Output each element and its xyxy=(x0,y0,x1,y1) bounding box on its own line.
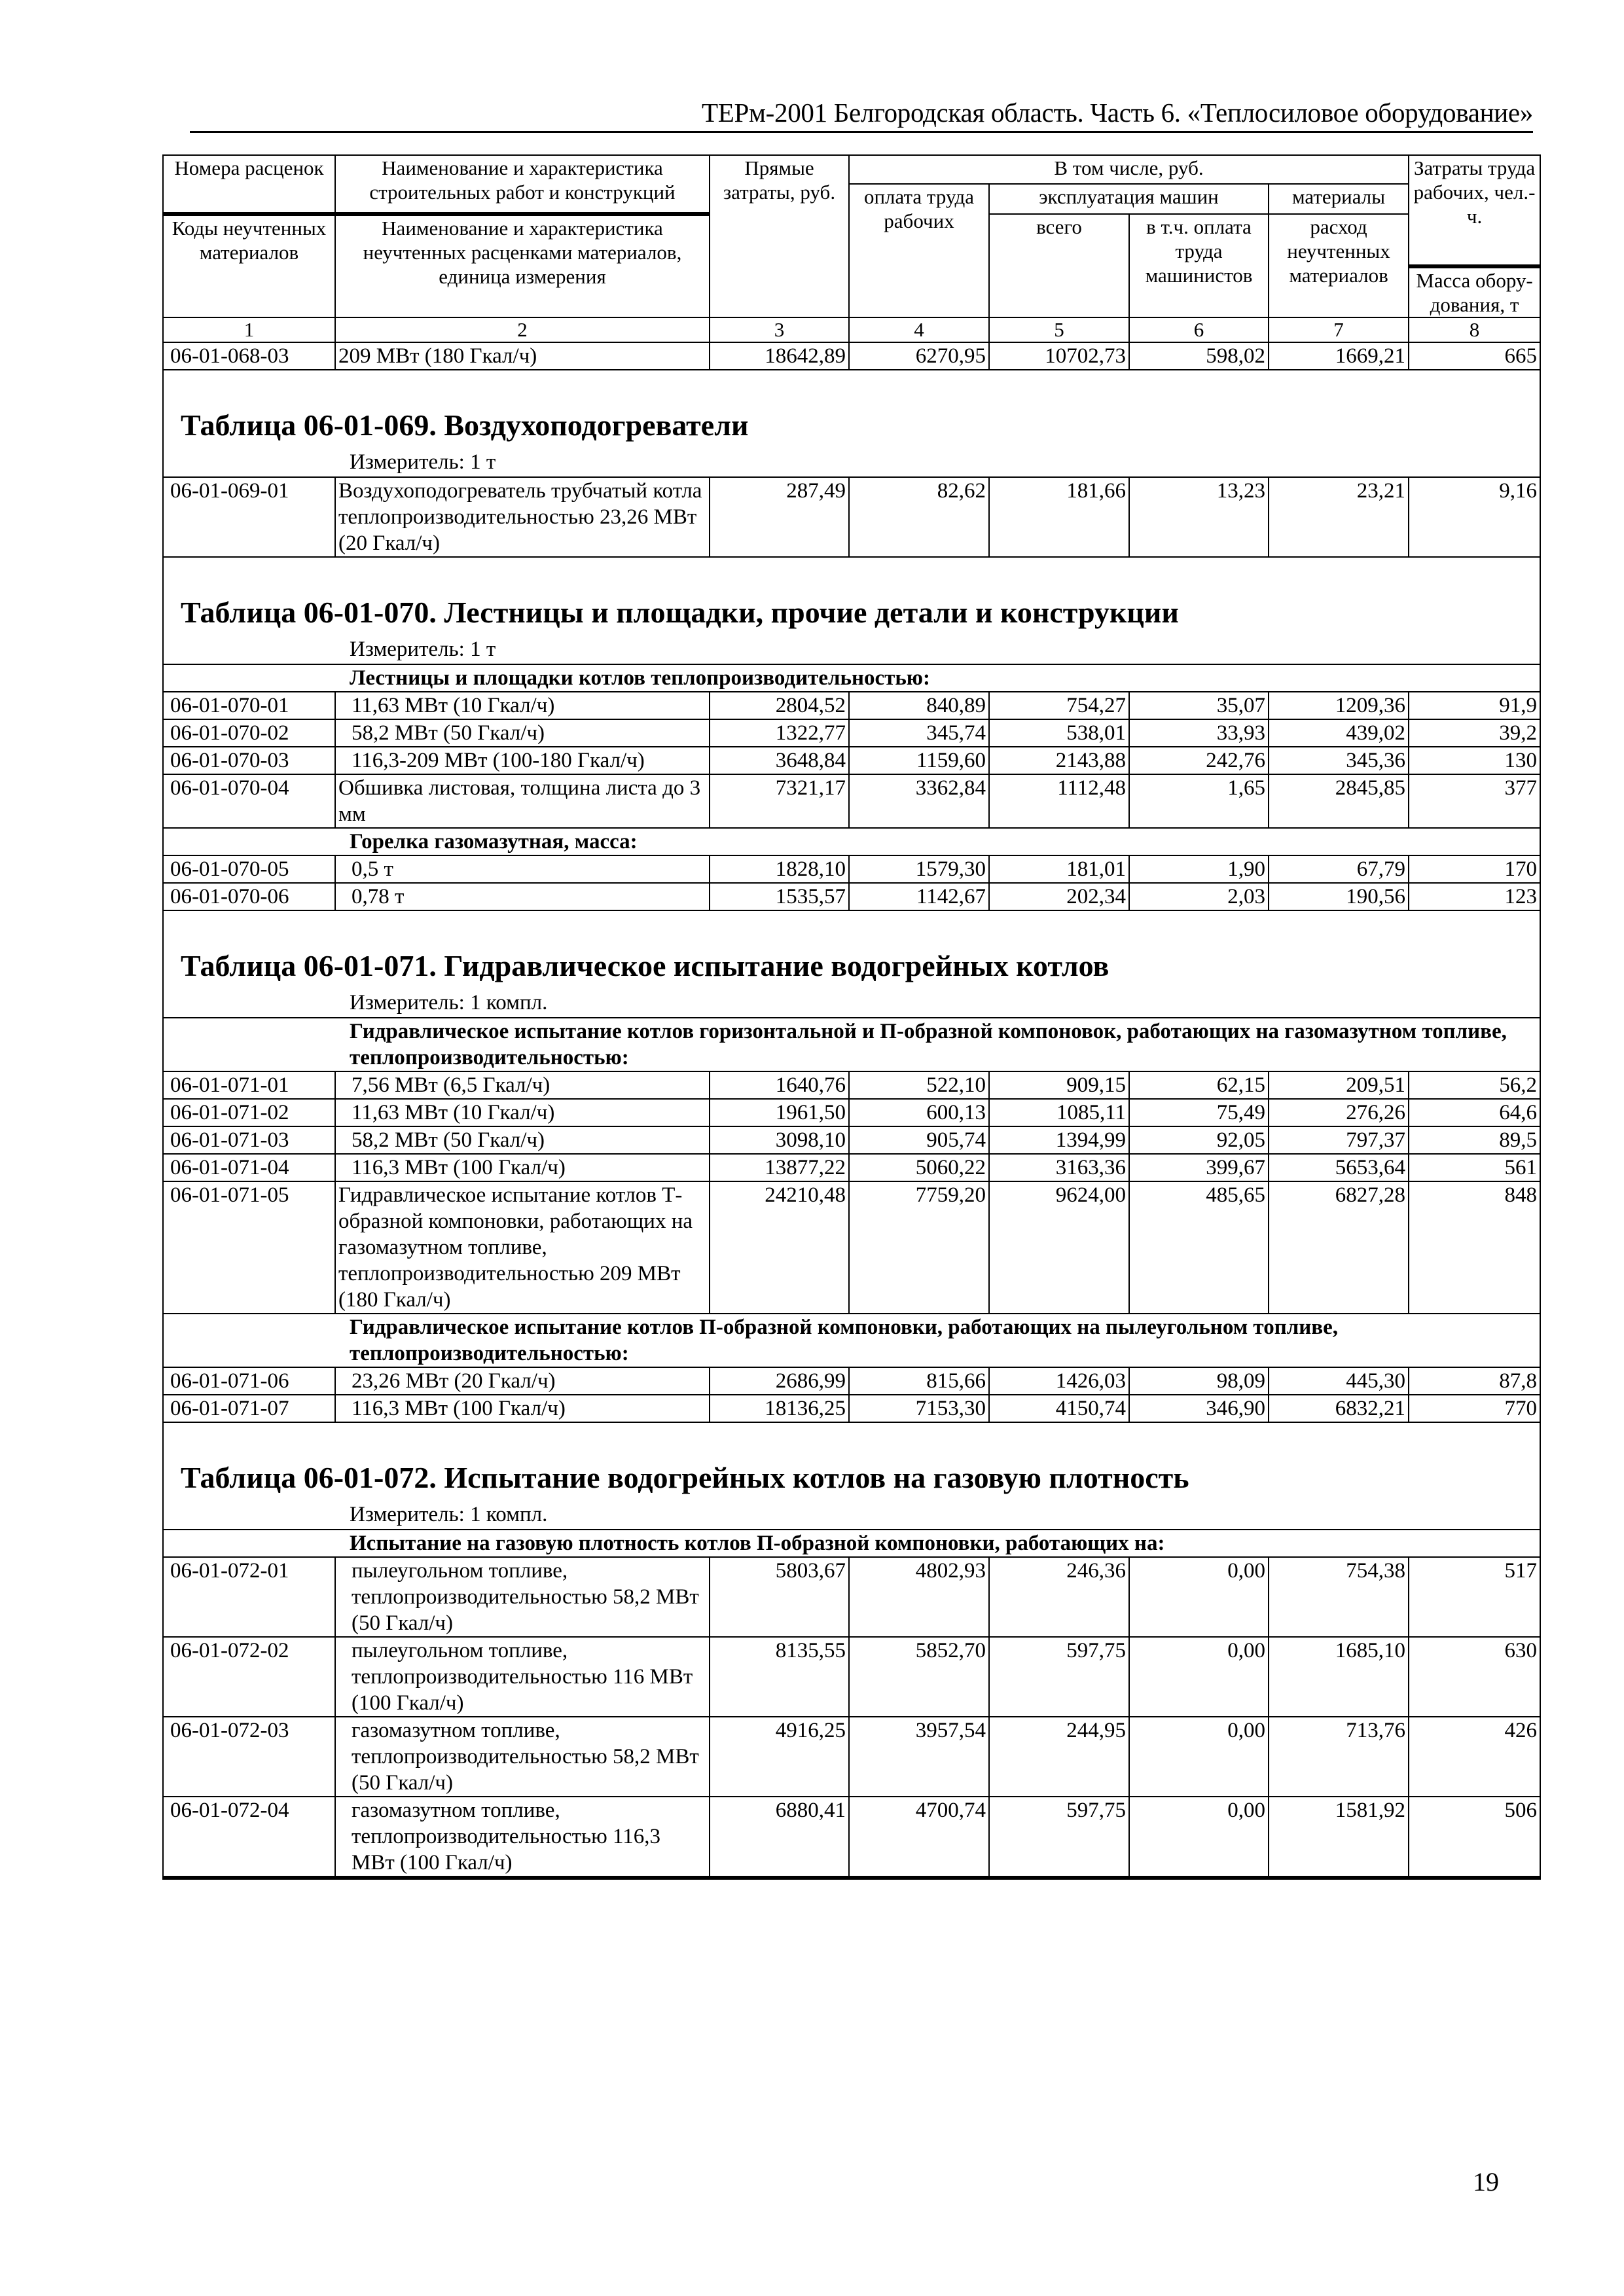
machinists-cost-cell: 75,49 xyxy=(1129,1099,1269,1126)
labor-hours-cell: 770 xyxy=(1409,1395,1540,1422)
section-title: Таблица 06-01-069. Воздухоподогреватели xyxy=(181,408,749,442)
rate-code-cell: 06-01-070-05 xyxy=(163,855,335,883)
machines-total-cell: 4150,74 xyxy=(989,1395,1129,1422)
labor-hours-cell: 848 xyxy=(1409,1181,1540,1314)
table-row xyxy=(163,1154,1540,1181)
direct-cost-cell: 18136,25 xyxy=(710,1395,849,1422)
labor-hours-cell: 89,5 xyxy=(1409,1126,1540,1154)
machinists-cost-cell: 0,00 xyxy=(1129,1557,1269,1637)
table-row xyxy=(163,1367,1540,1395)
section-title: Таблица 06-01-070. Лестницы и площадки, прочие детали и конструкции xyxy=(181,596,1179,629)
group-heading: Лестницы и площадки котлов теплопроизводительностью: xyxy=(163,664,1540,692)
labor-hours-cell: 377 xyxy=(1409,774,1540,828)
labor-hours-cell: 561 xyxy=(1409,1154,1540,1181)
direct-cost-cell: 1322,77 xyxy=(710,719,849,747)
machines-total-cell: 754,27 xyxy=(989,692,1129,719)
work-name-cell: 58,2 МВт (50 Гкал/ч) xyxy=(335,719,710,747)
table-row xyxy=(163,883,1540,910)
rate-code-cell: 06-01-072-04 xyxy=(163,1797,335,1878)
machinists-cost-cell: 0,00 xyxy=(1129,1637,1269,1717)
rate-code-cell: 06-01-071-06 xyxy=(163,1367,335,1395)
materials-cost-cell: 276,26 xyxy=(1269,1099,1409,1126)
materials-cost-cell: 445,30 xyxy=(1269,1367,1409,1395)
section-header xyxy=(164,594,1540,664)
machines-total-cell: 202,34 xyxy=(989,883,1129,910)
table-row xyxy=(163,1637,1540,1717)
price-table xyxy=(162,154,1541,1880)
work-name-cell: 23,26 МВт (20 Гкал/ч) xyxy=(335,1367,710,1395)
column-number: 4 xyxy=(849,317,989,342)
direct-cost-cell: 2804,52 xyxy=(710,692,849,719)
work-name-cell: пылеугольном топливе, теплопроизводительностью 58,2 МВт (50 Гкал/ч) xyxy=(335,1557,710,1637)
machinists-cost-cell: 1,90 xyxy=(1129,855,1269,883)
header-rule xyxy=(190,131,1533,133)
labor-hours-cell: 123 xyxy=(1409,883,1540,910)
header-col2-bottom: Наименование и характеристика неучтенных расценками материалов, единица измерения xyxy=(335,214,710,317)
header-materials: материалы xyxy=(1269,184,1409,214)
machines-total-cell: 10702,73 xyxy=(989,342,1129,370)
machines-total-cell: 181,01 xyxy=(989,855,1129,883)
group-heading-row xyxy=(163,664,1540,692)
direct-cost-cell: 24210,48 xyxy=(710,1181,849,1314)
labor-cost-cell: 4700,74 xyxy=(849,1797,989,1878)
rate-code-cell: 06-01-070-03 xyxy=(163,747,335,774)
materials-cost-cell: 1581,92 xyxy=(1269,1797,1409,1878)
group-heading-row xyxy=(163,1018,1540,1071)
header-col5: всего xyxy=(989,214,1129,317)
work-name-cell: 11,63 МВт (10 Гкал/ч) xyxy=(335,692,710,719)
machines-total-cell: 9624,00 xyxy=(989,1181,1129,1314)
table-row xyxy=(163,1099,1540,1126)
rate-code-cell: 06-01-072-03 xyxy=(163,1717,335,1797)
column-number: 8 xyxy=(1409,317,1540,342)
section-header xyxy=(164,1460,1540,1529)
table-row xyxy=(163,855,1540,883)
table-row xyxy=(163,719,1540,747)
machines-total-cell: 597,75 xyxy=(989,1637,1129,1717)
group-heading-row xyxy=(163,1530,1540,1557)
section-header-row xyxy=(163,1422,1540,1530)
direct-cost-cell: 18642,89 xyxy=(710,342,849,370)
rate-code-cell: 06-01-072-01 xyxy=(163,1557,335,1637)
machinists-cost-cell: 35,07 xyxy=(1129,692,1269,719)
materials-cost-cell: 209,51 xyxy=(1269,1071,1409,1099)
labor-cost-cell: 5060,22 xyxy=(849,1154,989,1181)
machinists-cost-cell: 13,23 xyxy=(1129,477,1269,557)
column-numbers-row xyxy=(163,317,1540,342)
group-heading: Горелка газомазутная, масса: xyxy=(163,828,1540,855)
labor-hours-cell: 39,2 xyxy=(1409,719,1540,747)
rate-code-cell: 06-01-070-01 xyxy=(163,692,335,719)
materials-cost-cell: 754,38 xyxy=(1269,1557,1409,1637)
header-col4: оплата труда рабочих xyxy=(849,184,989,317)
materials-cost-cell: 2845,85 xyxy=(1269,774,1409,828)
work-name-cell: 209 МВт (180 Гкал/ч) xyxy=(335,342,710,370)
labor-cost-cell: 7153,30 xyxy=(849,1395,989,1422)
group-heading: Гидравлическое испытание котлов П-образной компоновки, работающих на пылеугольном топливе, теплопроизводительностью: xyxy=(163,1314,1540,1367)
section-title: Таблица 06-01-072. Испытание водогрейных котлов на газовую плотность xyxy=(181,1461,1189,1494)
header-col1-top: Номера расценок xyxy=(163,155,335,214)
work-name-cell: 7,56 МВт (6,5 Гкал/ч) xyxy=(335,1071,710,1099)
direct-cost-cell: 287,49 xyxy=(710,477,849,557)
header-col7: расход неучтенных материалов xyxy=(1269,214,1409,317)
group-heading: Гидравлическое испытание котлов горизонтальной и П-образной компоновок, работающих на газомазутном топливе, теплопроизводительностью: xyxy=(163,1018,1540,1071)
section-header xyxy=(164,407,1540,476)
materials-cost-cell: 5653,64 xyxy=(1269,1154,1409,1181)
table-row xyxy=(163,477,1540,557)
page-number: 19 xyxy=(1473,2167,1499,2197)
materials-cost-cell: 1669,21 xyxy=(1269,342,1409,370)
section-header xyxy=(164,948,1540,1017)
table-row xyxy=(163,747,1540,774)
direct-cost-cell: 13877,22 xyxy=(710,1154,849,1181)
rate-code-cell: 06-01-072-02 xyxy=(163,1637,335,1717)
materials-cost-cell: 345,36 xyxy=(1269,747,1409,774)
labor-hours-cell: 517 xyxy=(1409,1557,1540,1637)
table-row xyxy=(163,1181,1540,1314)
header-including: В том числе, руб. xyxy=(849,155,1409,184)
table-row xyxy=(163,1717,1540,1797)
column-number: 3 xyxy=(710,317,849,342)
direct-cost-cell: 4916,25 xyxy=(710,1717,849,1797)
machines-total-cell: 538,01 xyxy=(989,719,1129,747)
machinists-cost-cell: 2,03 xyxy=(1129,883,1269,910)
rate-code-cell: 06-01-071-02 xyxy=(163,1099,335,1126)
work-name-cell: газомазутном топливе, теплопроизводительностью 58,2 МВт (50 Гкал/ч) xyxy=(335,1717,710,1797)
table-row xyxy=(163,1797,1540,1878)
direct-cost-cell: 1961,50 xyxy=(710,1099,849,1126)
labor-hours-cell: 630 xyxy=(1409,1637,1540,1717)
work-name-cell: 116,3 МВт (100 Гкал/ч) xyxy=(335,1395,710,1422)
materials-cost-cell: 23,21 xyxy=(1269,477,1409,557)
rate-code-cell: 06-01-071-05 xyxy=(163,1181,335,1314)
direct-cost-cell: 2686,99 xyxy=(710,1367,849,1395)
section-header-row xyxy=(163,370,1540,477)
column-number: 6 xyxy=(1129,317,1269,342)
labor-cost-cell: 7759,20 xyxy=(849,1181,989,1314)
work-name-cell: 58,2 МВт (50 Гкал/ч) xyxy=(335,1126,710,1154)
table-row xyxy=(163,342,1540,370)
labor-hours-cell: 91,9 xyxy=(1409,692,1540,719)
header-col2-top: Наименование и характеристика строительных работ и конструкций xyxy=(335,155,710,214)
work-name-cell: 116,3 МВт (100 Гкал/ч) xyxy=(335,1154,710,1181)
materials-cost-cell: 797,37 xyxy=(1269,1126,1409,1154)
direct-cost-cell: 6880,41 xyxy=(710,1797,849,1878)
header-col1-bottom: Коды неучтенных материалов xyxy=(163,214,335,317)
direct-cost-cell: 1828,10 xyxy=(710,855,849,883)
labor-cost-cell: 4802,93 xyxy=(849,1557,989,1637)
section-header-row xyxy=(163,557,1540,664)
machinists-cost-cell: 0,00 xyxy=(1129,1797,1269,1878)
machinists-cost-cell: 1,65 xyxy=(1129,774,1269,828)
labor-cost-cell: 840,89 xyxy=(849,692,989,719)
labor-hours-cell: 506 xyxy=(1409,1797,1540,1878)
direct-cost-cell: 3098,10 xyxy=(710,1126,849,1154)
labor-cost-cell: 82,62 xyxy=(849,477,989,557)
work-name-cell: 116,3-209 МВт (100-180 Гкал/ч) xyxy=(335,747,710,774)
table-row xyxy=(163,1557,1540,1637)
rate-code-cell: 06-01-070-04 xyxy=(163,774,335,828)
direct-cost-cell: 1535,57 xyxy=(710,883,849,910)
labor-hours-cell: 130 xyxy=(1409,747,1540,774)
column-number: 2 xyxy=(335,317,710,342)
labor-cost-cell: 522,10 xyxy=(849,1071,989,1099)
work-name-cell: 11,63 МВт (10 Гкал/ч) xyxy=(335,1099,710,1126)
machinists-cost-cell: 485,65 xyxy=(1129,1181,1269,1314)
table-row xyxy=(163,1126,1540,1154)
work-name-cell: Гидравлическое испытание котлов Т-образной компоновки, работающих на газомазутном топливе, теплопроизводительностью 209 МВт (180 Гкал/ч) xyxy=(335,1181,710,1314)
labor-cost-cell: 1579,30 xyxy=(849,855,989,883)
labor-cost-cell: 345,74 xyxy=(849,719,989,747)
labor-cost-cell: 3957,54 xyxy=(849,1717,989,1797)
column-number: 1 xyxy=(163,317,335,342)
machines-total-cell: 909,15 xyxy=(989,1071,1129,1099)
work-name-cell: 0,78 т xyxy=(335,883,710,910)
labor-hours-cell: 665 xyxy=(1409,342,1540,370)
table-row xyxy=(163,1071,1540,1099)
labor-cost-cell: 600,13 xyxy=(849,1099,989,1126)
direct-cost-cell: 1640,76 xyxy=(710,1071,849,1099)
labor-cost-cell: 5852,70 xyxy=(849,1637,989,1717)
machines-total-cell: 244,95 xyxy=(989,1717,1129,1797)
column-number: 5 xyxy=(989,317,1129,342)
table-row xyxy=(163,774,1540,828)
header-machines: эксплуатация машин xyxy=(989,184,1269,214)
rate-code-cell: 06-01-071-03 xyxy=(163,1126,335,1154)
materials-cost-cell: 6827,28 xyxy=(1269,1181,1409,1314)
materials-cost-cell: 1209,36 xyxy=(1269,692,1409,719)
labor-hours-cell: 87,8 xyxy=(1409,1367,1540,1395)
machines-total-cell: 1394,99 xyxy=(989,1126,1129,1154)
work-name-cell: Обшивка листовая, толщина листа до 3 мм xyxy=(335,774,710,828)
running-header: ТЕРм-2001 Белгородская область. Часть 6. «Теплосиловое оборудование» xyxy=(702,98,1533,128)
labor-hours-cell: 56,2 xyxy=(1409,1071,1540,1099)
header-col8-bottom: Масса обору-дования, т xyxy=(1409,266,1540,317)
labor-hours-cell: 170 xyxy=(1409,855,1540,883)
machinists-cost-cell: 92,05 xyxy=(1129,1126,1269,1154)
machines-total-cell: 2143,88 xyxy=(989,747,1129,774)
direct-cost-cell: 7321,17 xyxy=(710,774,849,828)
labor-cost-cell: 3362,84 xyxy=(849,774,989,828)
rate-code-cell: 06-01-071-04 xyxy=(163,1154,335,1181)
section-title: Таблица 06-01-071. Гидравлическое испытание водогрейных котлов xyxy=(181,949,1110,982)
labor-hours-cell: 426 xyxy=(1409,1717,1540,1797)
section-unit: Измеритель: 1 компл. xyxy=(350,991,548,1014)
labor-hours-cell: 9,16 xyxy=(1409,477,1540,557)
rate-code-cell: 06-01-069-01 xyxy=(163,477,335,557)
machinists-cost-cell: 242,76 xyxy=(1129,747,1269,774)
header-col3: Прямые затраты, руб. xyxy=(710,155,849,317)
machinists-cost-cell: 399,67 xyxy=(1129,1154,1269,1181)
machines-total-cell: 1085,11 xyxy=(989,1099,1129,1126)
direct-cost-cell: 8135,55 xyxy=(710,1637,849,1717)
rate-code-cell: 06-01-070-06 xyxy=(163,883,335,910)
labor-cost-cell: 1159,60 xyxy=(849,747,989,774)
machines-total-cell: 181,66 xyxy=(989,477,1129,557)
materials-cost-cell: 713,76 xyxy=(1269,1717,1409,1797)
materials-cost-cell: 1685,10 xyxy=(1269,1637,1409,1717)
labor-cost-cell: 6270,95 xyxy=(849,342,989,370)
materials-cost-cell: 67,79 xyxy=(1269,855,1409,883)
rate-code-cell: 06-01-068-03 xyxy=(163,342,335,370)
direct-cost-cell: 3648,84 xyxy=(710,747,849,774)
work-name-cell: пылеугольном топливе, теплопроизводительностью 116 МВт (100 Гкал/ч) xyxy=(335,1637,710,1717)
labor-hours-cell: 64,6 xyxy=(1409,1099,1540,1126)
labor-cost-cell: 905,74 xyxy=(849,1126,989,1154)
machinists-cost-cell: 98,09 xyxy=(1129,1367,1269,1395)
direct-cost-cell: 5803,67 xyxy=(710,1557,849,1637)
materials-cost-cell: 6832,21 xyxy=(1269,1395,1409,1422)
work-name-cell: газомазутном топливе, теплопроизводительностью 116,3 МВт (100 Гкал/ч) xyxy=(335,1797,710,1878)
header-col8-top: Затраты труда рабочих, чел.-ч. xyxy=(1409,155,1540,266)
machinists-cost-cell: 346,90 xyxy=(1129,1395,1269,1422)
machinists-cost-cell: 0,00 xyxy=(1129,1717,1269,1797)
machines-total-cell: 1426,03 xyxy=(989,1367,1129,1395)
labor-cost-cell: 815,66 xyxy=(849,1367,989,1395)
machines-total-cell: 597,75 xyxy=(989,1797,1129,1878)
labor-cost-cell: 1142,67 xyxy=(849,883,989,910)
section-header-row xyxy=(163,910,1540,1018)
group-heading: Испытание на газовую плотность котлов П-образной компоновки, работающих на: xyxy=(163,1530,1540,1557)
section-unit: Измеритель: 1 т xyxy=(350,450,496,474)
rate-code-cell: 06-01-070-02 xyxy=(163,719,335,747)
rate-code-cell: 06-01-071-01 xyxy=(163,1071,335,1099)
table-row xyxy=(163,692,1540,719)
machines-total-cell: 246,36 xyxy=(989,1557,1129,1637)
column-number: 7 xyxy=(1269,317,1409,342)
group-heading-row xyxy=(163,1314,1540,1367)
work-name-cell: Воздухоподогреватель трубчатый котла теплопроизводительностью 23,26 МВт (20 Гкал/ч) xyxy=(335,477,710,557)
section-unit: Измеритель: 1 т xyxy=(350,637,496,661)
work-name-cell: 0,5 т xyxy=(335,855,710,883)
header-col6: в т.ч. оплата труда машинистов xyxy=(1129,214,1269,317)
materials-cost-cell: 190,56 xyxy=(1269,883,1409,910)
table-row xyxy=(163,1395,1540,1422)
rate-code-cell: 06-01-071-07 xyxy=(163,1395,335,1422)
machines-total-cell: 1112,48 xyxy=(989,774,1129,828)
group-heading-row xyxy=(163,828,1540,855)
machinists-cost-cell: 62,15 xyxy=(1129,1071,1269,1099)
machinists-cost-cell: 598,02 xyxy=(1129,342,1269,370)
machinists-cost-cell: 33,93 xyxy=(1129,719,1269,747)
machines-total-cell: 3163,36 xyxy=(989,1154,1129,1181)
section-unit: Измеритель: 1 компл. xyxy=(350,1503,548,1526)
materials-cost-cell: 439,02 xyxy=(1269,719,1409,747)
